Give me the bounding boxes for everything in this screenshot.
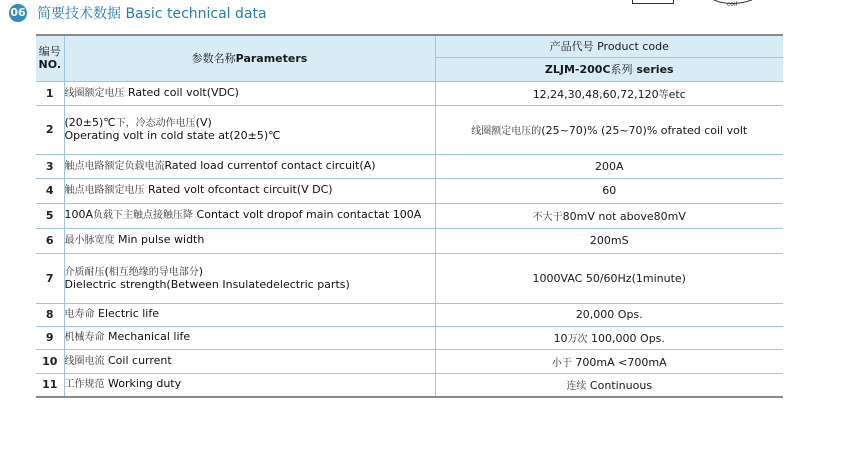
header-product-code-en: Product code [597, 40, 669, 54]
row-value [435, 178, 783, 203]
row-value [435, 154, 783, 178]
param-en-suffix: (V) [195, 116, 212, 129]
value-zh: 万次 [567, 334, 588, 345]
table-row [36, 178, 783, 203]
table-row [36, 105, 783, 154]
param-zh-2: 相互绝缘的导电部分 [108, 266, 199, 278]
value-en: 100,000 Ops. [587, 332, 665, 345]
row-parameter [64, 105, 435, 154]
param-zh: 机械寿命 [64, 332, 105, 343]
header-parameters [64, 35, 435, 81]
row-parameter [64, 228, 435, 253]
param-zh: 最小脉宽度 [64, 235, 115, 246]
row-value [435, 105, 783, 154]
row-parameter [64, 154, 435, 178]
row-value [435, 203, 783, 228]
value-en: 12,24,30,48,60,72,120 [532, 87, 659, 101]
section-title: 简要技术数据 Basic technical data [37, 6, 267, 22]
value-en: 60 [602, 184, 617, 197]
table-row [36, 253, 783, 303]
param-zh: 线圈电流 [64, 355, 105, 367]
row-parameter [64, 178, 435, 203]
row-parameter [64, 349, 435, 373]
row-parameter [64, 81, 435, 105]
diagram-fragment-box [632, 0, 674, 4]
header-product-code [435, 35, 783, 57]
technical-data-table [36, 34, 783, 398]
row-number: 5 [36, 203, 64, 228]
param-zh: 介质耐压 [64, 266, 105, 278]
param-en-line2: Dielectric strength(Between Insulatedelectric parts) [64, 277, 350, 291]
param-zh: 线圈额定电压 [64, 87, 125, 99]
param-zh: 触点电路额定电压 [64, 185, 145, 196]
value-en: 20,000 Ops. [575, 308, 643, 321]
value-en: 700mA <700mA [571, 355, 667, 369]
param-zh: 电寿命 [64, 309, 95, 320]
table-row [36, 303, 783, 326]
row-value [435, 373, 783, 397]
row-number: 8 [36, 303, 64, 326]
param-en-line2: Operating volt in cold state at(20±5)℃ [64, 129, 281, 142]
value-zh: 线圈额定电压的 [471, 126, 542, 137]
header-no [36, 35, 64, 81]
param-zh: 工作规范 [64, 379, 105, 391]
table-row [36, 81, 783, 105]
series-model: ZLJM-200C [544, 63, 611, 76]
param-en: 100A [64, 208, 94, 221]
header-no-zh: 编号 [38, 45, 61, 59]
table-row [36, 154, 783, 178]
param-en: ( [104, 264, 109, 278]
param-zh: 下，冷态动作电压 [115, 118, 196, 129]
row-value [435, 253, 783, 303]
value-en-suffix: etc [668, 87, 686, 101]
row-value [435, 349, 783, 373]
row-number: 7 [36, 253, 64, 303]
param-en: Mechanical life [104, 330, 191, 343]
section-header [9, 3, 267, 23]
row-value [435, 228, 783, 253]
param-en: Min pulse width [114, 233, 205, 246]
param-en: Rated volt ofcontact circuit(V DC) [144, 183, 333, 196]
value-en: 1000VAC 50/60Hz(1minute) [532, 271, 686, 285]
param-en: (20±5)℃ [64, 116, 116, 129]
row-value [435, 303, 783, 326]
value-zh: 连续 [566, 381, 587, 393]
row-parameter [64, 203, 435, 228]
diagram-coil-label: coil [727, 1, 738, 8]
table-row [36, 326, 783, 349]
header-series [435, 57, 783, 81]
row-parameter [64, 373, 435, 397]
param-en: Coil current [104, 353, 172, 367]
param-zh: 触点电路额定负载电流 [64, 160, 165, 172]
header-product-code-zh: 产品代号 [549, 40, 594, 54]
value-en: 200A [594, 159, 624, 173]
series-en: series [632, 63, 674, 76]
row-number: 1 [36, 81, 64, 105]
param-en: Rated coil volt(VDC) [124, 85, 239, 99]
value-zh: 不大于 [532, 212, 563, 223]
row-number: 6 [36, 228, 64, 253]
param-zh: 负载下主触点接触压降 [93, 210, 194, 221]
series-zh: 系列 [610, 63, 633, 76]
value-en: 200mS [589, 234, 629, 247]
row-value [435, 81, 783, 105]
row-number: 2 [36, 105, 64, 154]
row-number: 9 [36, 326, 64, 349]
param-en: Rated load currentof contact circuit(A) [164, 158, 376, 172]
table-row [36, 373, 783, 397]
table-row [36, 228, 783, 253]
row-parameter [64, 303, 435, 326]
row-number: 3 [36, 154, 64, 178]
section-number-badge: 06 [9, 4, 27, 22]
header-parameters-zh: 参数名称 [191, 52, 236, 66]
param-en: Working duty [104, 377, 182, 391]
value-zh: 小于 [551, 357, 572, 369]
row-parameter [64, 326, 435, 349]
row-number: 10 [36, 349, 64, 373]
value-zh: 等 [658, 89, 669, 101]
row-value [435, 326, 783, 349]
row-parameter [64, 253, 435, 303]
value-en: (25~70)% (25~70)% ofrated coil volt [541, 124, 748, 137]
value-en: 80mV not above80mV [562, 210, 686, 223]
table-row [36, 349, 783, 373]
table-row [36, 203, 783, 228]
value-prefix: 10 [553, 332, 568, 345]
header-no-en: NO. [38, 58, 61, 72]
row-number: 4 [36, 178, 64, 203]
header-parameters-en: Parameters [235, 52, 308, 66]
value-en: Continuous [586, 379, 653, 393]
row-number: 11 [36, 373, 64, 397]
param-en-suffix: ) [198, 264, 204, 278]
param-en: Electric life [94, 307, 160, 320]
param-en-suffix: Contact volt dropof main contactat 100A [193, 208, 422, 221]
